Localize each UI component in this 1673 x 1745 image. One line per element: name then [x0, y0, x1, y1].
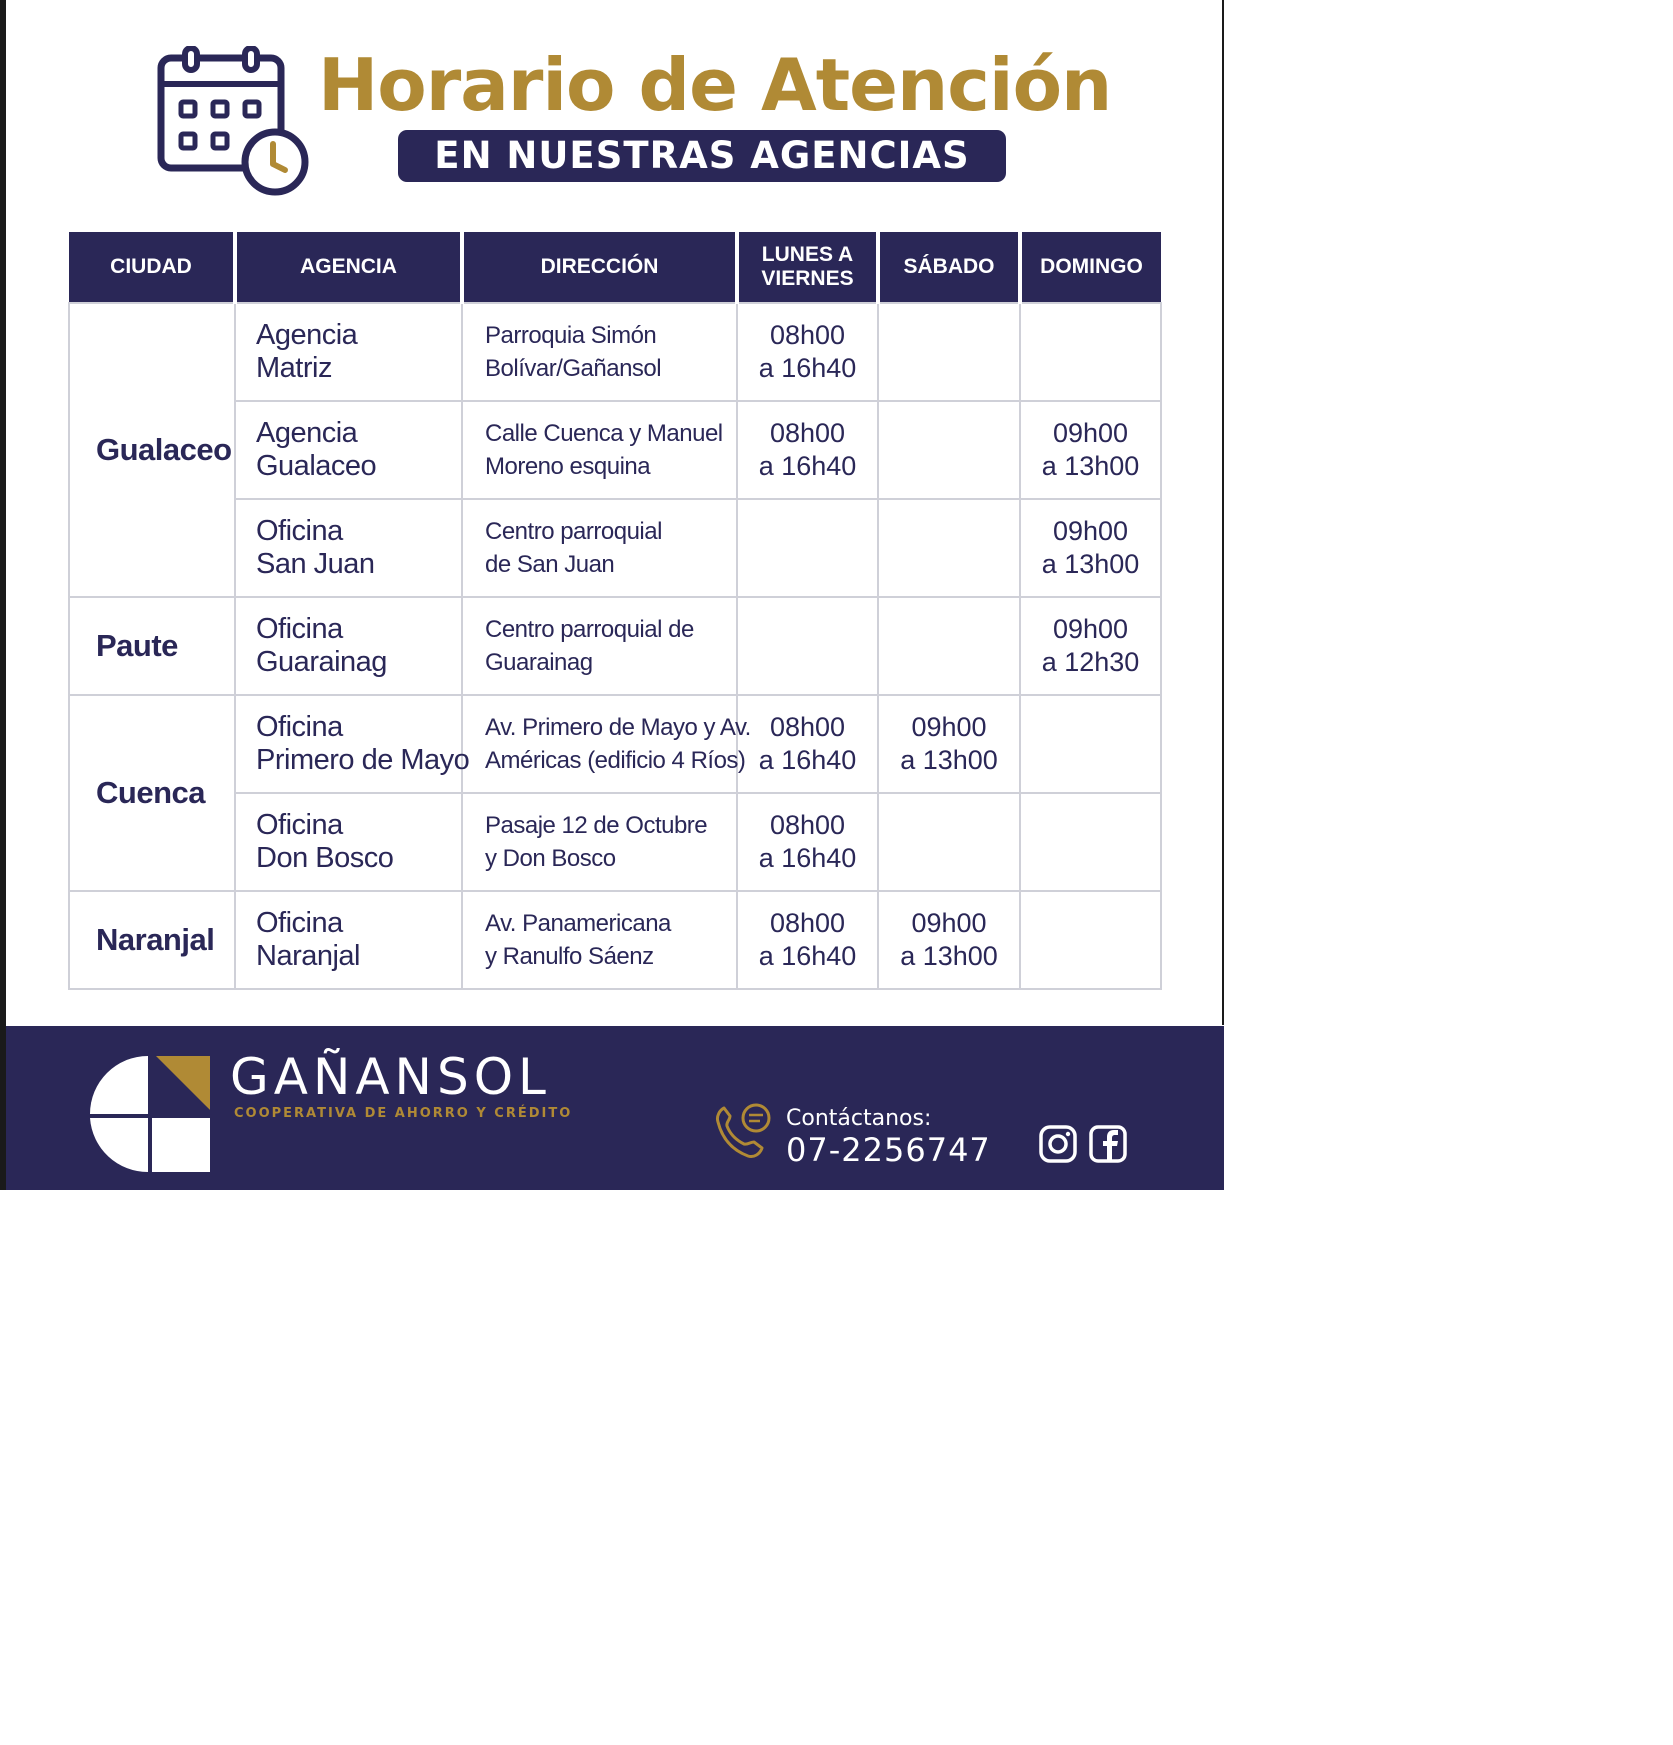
address-cell: [462, 597, 737, 695]
column-header-weekdays-line2: VIERNES: [761, 267, 854, 290]
table-row: [69, 597, 1161, 695]
contact-phone-number[interactable]: 07-2256747: [786, 1131, 991, 1169]
sunday-hours-cell: [1020, 793, 1161, 891]
contact-label: Contáctanos:: [786, 1106, 932, 1131]
weekday-hours-cell: [737, 499, 878, 597]
city-cell: Naranjal: [69, 891, 235, 989]
address-line: Centro parroquial: [485, 518, 662, 545]
address-line: Bolívar/Gañansol: [485, 355, 662, 382]
hours-close: a 16h40: [758, 941, 857, 971]
hours-close: a 13h00: [900, 745, 998, 775]
column-header-saturday: SÁBADO: [878, 232, 1020, 303]
subtitle-banner: EN NUESTRAS AGENCIAS: [398, 130, 1006, 182]
ganansol-logo-icon: [90, 1056, 214, 1172]
address-line: Américas (edificio 4 Ríos): [485, 747, 746, 774]
address-cell: [462, 303, 737, 401]
hours-open: 08h00: [769, 418, 846, 448]
agency-line: San Juan: [256, 548, 375, 580]
hours-close: a 13h00: [1041, 451, 1140, 481]
hours-open: 08h00: [769, 712, 846, 742]
saturday-hours-cell: [878, 597, 1020, 695]
hours-open: 08h00: [769, 320, 846, 350]
city-cell: Gualaceo: [69, 303, 235, 597]
address-line: Av. Primero de Mayo y Av.: [485, 714, 751, 741]
address-cell: [462, 793, 737, 891]
table-row: [69, 695, 1161, 793]
brand-name: GAÑANSOL: [230, 1048, 551, 1106]
hours-open: 09h00: [911, 908, 987, 938]
weekday-hours-cell: [737, 303, 878, 401]
agency-line: Oficina: [256, 907, 343, 939]
hours-open: 09h00: [1052, 614, 1129, 644]
saturday-hours-cell: [878, 401, 1020, 499]
agency-cell: [235, 401, 462, 499]
hours-open: 08h00: [769, 810, 846, 840]
sunday-hours-cell: [1020, 303, 1161, 401]
address-line: de San Juan: [485, 551, 615, 578]
column-header-address: DIRECCIÓN: [462, 232, 737, 303]
sunday-hours-cell: [1020, 695, 1161, 793]
hours-close: a 12h30: [1041, 647, 1140, 677]
address-line: Guarainag: [485, 649, 593, 676]
agency-cell: [235, 499, 462, 597]
phone-chat-icon: [710, 1102, 774, 1166]
hours-open: 09h00: [1052, 516, 1129, 546]
address-line: Parroquia Simón: [485, 322, 657, 349]
agency-line: Oficina: [256, 613, 343, 645]
address-cell: [462, 499, 737, 597]
agency-line: Oficina: [256, 711, 343, 743]
city-cell: Paute: [69, 597, 235, 695]
table-row: [69, 891, 1161, 989]
agency-line: Primero de Mayo: [256, 744, 470, 776]
saturday-hours-cell: [878, 793, 1020, 891]
hours-close: a 16h40: [758, 745, 857, 775]
calendar-clock-icon: [155, 46, 311, 198]
address-line: y Ranulfo Sáenz: [485, 943, 654, 970]
address-line: Centro parroquial de: [485, 616, 694, 643]
column-header-weekdays-line1: LUNES A: [761, 243, 854, 266]
left-border: [0, 0, 6, 1190]
footer-bar: [6, 1026, 1224, 1190]
city-cell: Cuenca: [69, 695, 235, 891]
hours-close: a 16h40: [758, 353, 857, 383]
page-title: Horario de Atención: [318, 43, 1112, 127]
agency-cell: [235, 695, 470, 793]
agency-cell: [235, 793, 462, 891]
hours-open: 09h00: [911, 712, 987, 742]
address-cell: [462, 401, 737, 499]
address-line: Moreno esquina: [485, 453, 651, 480]
agency-cell: [235, 597, 462, 695]
facebook-icon[interactable]: [1088, 1124, 1128, 1164]
agency-line: Naranjal: [256, 940, 360, 972]
agency-line: Oficina: [256, 515, 343, 547]
weekday-hours-cell: [737, 793, 878, 891]
weekday-hours-cell: [737, 597, 878, 695]
address-line: Av. Panamericana: [485, 910, 671, 937]
weekday-hours-cell: [737, 401, 878, 499]
column-header-sunday: DOMINGO: [1020, 232, 1161, 303]
hours-close: a 16h40: [758, 451, 857, 481]
agency-line: Matriz: [256, 352, 332, 384]
schedule-poster: [0, 0, 1224, 1190]
agency-line: Gualaceo: [256, 450, 377, 482]
agency-cell: [235, 303, 462, 401]
agency-line: Don Bosco: [256, 842, 394, 874]
hours-open: 08h00: [769, 908, 846, 938]
sunday-hours-cell: [1020, 597, 1161, 695]
column-header-agency: AGENCIA: [235, 232, 462, 303]
column-header-city: CIUDAD: [69, 232, 235, 303]
sunday-hours-cell: [1020, 499, 1161, 597]
sunday-hours-cell: [1020, 401, 1161, 499]
sunday-hours-cell: [1020, 891, 1161, 989]
hours-close: a 16h40: [758, 843, 857, 873]
weekday-hours-cell: [737, 695, 878, 793]
agency-line: Guarainag: [256, 646, 387, 678]
agency-line: Agencia: [256, 417, 358, 449]
address-cell: [462, 891, 737, 989]
hours-open: 09h00: [1052, 418, 1129, 448]
table-row: [69, 303, 1161, 401]
agency-line: Agencia: [256, 319, 358, 351]
address-line: y Don Bosco: [485, 845, 616, 872]
instagram-icon[interactable]: [1038, 1124, 1078, 1164]
address-cell: [462, 695, 751, 793]
column-header-weekdays: [737, 232, 878, 303]
hours-close: a 13h00: [900, 941, 998, 971]
schedule-table: [68, 232, 1162, 990]
agency-line: Oficina: [256, 809, 343, 841]
table-header-row: [69, 232, 1161, 303]
address-line: Calle Cuenca y Manuel: [485, 420, 723, 447]
address-line: Pasaje 12 de Octubre: [485, 812, 708, 839]
saturday-hours-cell: [878, 891, 1020, 989]
agency-cell: [235, 891, 462, 989]
right-border: [1222, 0, 1224, 1025]
brand-tagline: COOPERATIVA DE AHORRO Y CRÉDITO: [234, 1106, 573, 1121]
weekday-hours-cell: [737, 891, 878, 989]
saturday-hours-cell: [878, 695, 1020, 793]
saturday-hours-cell: [878, 303, 1020, 401]
saturday-hours-cell: [878, 499, 1020, 597]
hours-close: a 13h00: [1041, 549, 1140, 579]
